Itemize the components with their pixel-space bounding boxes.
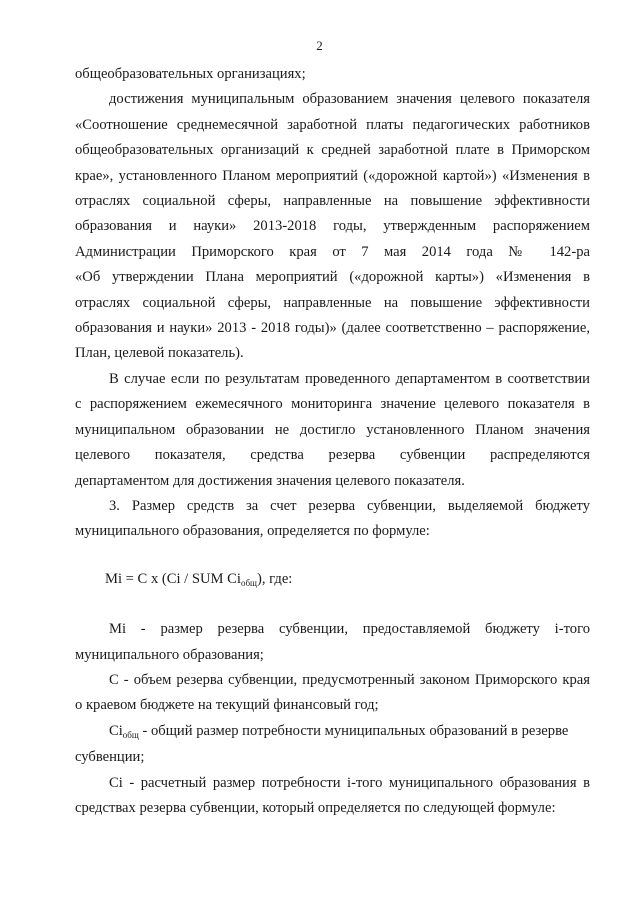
text-line: муниципального образования, определяется по формуле: xyxy=(75,523,430,540)
text-line: отраслях социальной сферы, направленные на повышение эффективности xyxy=(75,294,590,311)
spacer xyxy=(75,545,590,567)
text-line: средствах резерва субвенции, который определяется по следующей формуле: xyxy=(75,799,556,816)
text-line: муниципальном образовании не достигло установленного Планом значения xyxy=(75,421,590,438)
text-line: отраслях социальной сферы, направленные на повышение эффективности xyxy=(75,193,590,210)
text-line: общеобразовательных организаций к средней заработной плате в Приморском xyxy=(75,142,590,159)
paragraph-target-indicator xyxy=(75,87,590,366)
document-body xyxy=(75,62,590,821)
paragraph-item-3 xyxy=(75,494,590,545)
text-line: субвенции; xyxy=(75,749,145,766)
definition-text: - общий размер потребности муниципальных образований в резерве xyxy=(138,722,569,739)
text-line: крае», установленного Планом мероприятий («дорожной картой») «Изменения в xyxy=(75,167,590,184)
text-line xyxy=(75,719,590,745)
formula-main xyxy=(75,567,590,593)
formula-subscript: общ xyxy=(240,577,257,588)
text-line: достижения муниципальным образованием значения целевого показателя xyxy=(109,91,590,108)
text-line: Администрации Приморского края от 7 мая 2014 года № 142-ра xyxy=(75,243,590,260)
text-line: С - объем резерва субвенции, предусмотренный законом Приморского края xyxy=(109,671,590,688)
text-line: образования и науки» 2013-2018 годы, утвержденным распоряжением xyxy=(75,218,590,235)
text-line: «Соотношение среднемесячной заработной платы педагогических работников xyxy=(75,116,590,133)
text-line: Ci - расчетный размер потребности i-того муниципального образования в xyxy=(109,774,590,791)
definition-ci xyxy=(75,771,590,822)
text-line: План, целевой показатель). xyxy=(75,345,244,362)
text-line: департаментом для достижения значения целевого показателя. xyxy=(75,472,465,489)
text-line: общеобразовательных организациях; xyxy=(75,66,306,82)
definition-ci-total xyxy=(75,719,590,771)
text-line: «Об утверждении Плана мероприятий («дорожной карты») «Изменения в xyxy=(75,269,590,286)
text-line: Mi - размер резерва субвенции, предоставляемой бюджету i-того xyxy=(109,621,590,638)
formula-tail: ), где: xyxy=(256,570,293,587)
spacer xyxy=(75,593,590,617)
symbol-subscript: общ xyxy=(122,729,139,740)
symbol-ci: Ci xyxy=(109,722,123,739)
text-line: с распоряжением ежемесячного мониторинга значение целевого показателя в xyxy=(75,396,590,413)
page-number: 2 xyxy=(316,38,323,53)
text-line: образования и науки» 2013 - 2018 годы)» (далее соответственно – распоряжение, xyxy=(75,320,590,337)
text-line: целевого показателя, средства резерва субвенции распределяются xyxy=(75,447,590,464)
text-line: В случае если по результатам проведенного департаментом в соответствии xyxy=(109,370,590,387)
text-line: о краевом бюджете на текущий финансовый год; xyxy=(75,697,379,714)
text-line: муниципального образования; xyxy=(75,646,264,663)
paragraph-monitoring xyxy=(75,367,590,494)
definition-mi xyxy=(75,617,590,668)
formula-body: Mi = C x (Ci / SUM Ci xyxy=(105,570,241,587)
text-line: 3. Размер средств за счет резерва субвенции, выделяемой бюджету xyxy=(109,497,590,514)
paragraph-continuation xyxy=(75,62,590,87)
definition-c xyxy=(75,668,590,719)
